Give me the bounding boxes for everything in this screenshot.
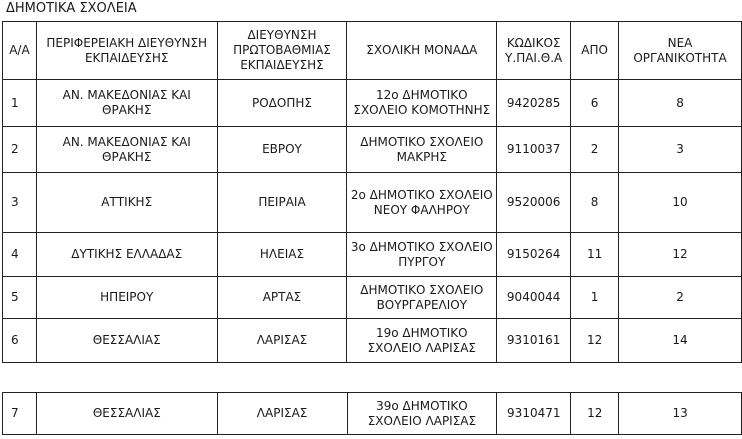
schools-table — [2, 21, 742, 363]
table-row — [3, 319, 742, 363]
table-row — [3, 277, 742, 319]
page-title: ΔΗΜΟΤΙΚΑ ΣΧΟΛΕΙΑ — [6, 1, 137, 16]
cell-periferia: ΑΝ. ΜΑΚΕΔΟΝΙΑΣ ΚΑΙ ΘΡΑΚΗΣ — [36, 80, 217, 127]
cell-aa: 7 — [3, 393, 37, 435]
col-header-periferia: ΠΕΡΙΦΕΡΕΙΑΚΗ ΔΙΕΥΘΥΝΣΗ ΕΚΠΑΙΔΕΥΣΗΣ — [36, 22, 217, 80]
cell-apo: 11 — [571, 233, 619, 277]
col-header-nea: ΝΕΑ ΟΡΓΑΝΙΚΟΤΗΤΑ — [619, 22, 742, 80]
cell-aa: 6 — [3, 319, 37, 363]
cell-apo: 1 — [571, 277, 619, 319]
cell-nea: 10 — [619, 173, 742, 233]
cell-dieuthynsi: ΛΑΡΙΣΑΣ — [217, 319, 347, 363]
table-row — [3, 173, 742, 233]
schools-table-continued — [2, 392, 742, 435]
cell-monada: 39ο ΔΗΜΟΤΙΚΟ ΣΧΟΛΕΙΟ ΛΑΡΙΣΑΣ — [347, 393, 497, 435]
table-row — [3, 393, 742, 435]
cell-kodikos: 9110037 — [497, 127, 571, 173]
col-header-apo: ΑΠΟ — [571, 22, 619, 80]
cell-dieuthynsi: ΠΕΙΡΑΙΑ — [217, 173, 347, 233]
col-header-aa: Α/Α — [3, 22, 37, 80]
cell-apo: 6 — [571, 80, 619, 127]
cell-kodikos: 9310161 — [497, 319, 571, 363]
cell-dieuthynsi: ΑΡΤΑΣ — [217, 277, 347, 319]
cell-nea: 2 — [619, 277, 742, 319]
cell-kodikos: 9420285 — [497, 80, 571, 127]
col-header-kodikos: ΚΩΔΙΚΟΣ Υ.ΠΑΙ.Θ.Α — [497, 22, 571, 80]
cell-nea: 8 — [619, 80, 742, 127]
cell-periferia: ΑΤΤΙΚΗΣ — [36, 173, 217, 233]
cell-nea: 3 — [619, 127, 742, 173]
cell-monada: 2ο ΔΗΜΟΤΙΚΟ ΣΧΟΛΕΙΟ ΝΕΟΥ ΦΑΛΗΡΟΥ — [347, 173, 497, 233]
cell-monada: 12ο ΔΗΜΟΤΙΚΟ ΣΧΟΛΕΙΟ ΚΟΜΟΤΗΝΗΣ — [347, 80, 497, 127]
cell-monada: 3ο ΔΗΜΟΤΙΚΟ ΣΧΟΛΕΙΟ ΠΥΡΓΟΥ — [347, 233, 497, 277]
cell-apo: 12 — [571, 393, 619, 435]
header-row — [3, 22, 742, 80]
cell-monada: 19ο ΔΗΜΟΤΙΚΟ ΣΧΟΛΕΙΟ ΛΑΡΙΣΑΣ — [347, 319, 497, 363]
cell-periferia: ΔΥΤΙΚΗΣ ΕΛΛΑΔΑΣ — [36, 233, 217, 277]
cell-kodikos: 9310471 — [497, 393, 571, 435]
cell-kodikos: 9520006 — [497, 173, 571, 233]
cell-periferia: ΘΕΣΣΑΛΙΑΣ — [36, 393, 217, 435]
cell-aa: 5 — [3, 277, 37, 319]
cell-nea: 13 — [619, 393, 742, 435]
cell-periferia: ΘΕΣΣΑΛΙΑΣ — [36, 319, 217, 363]
cell-kodikos: 9150264 — [497, 233, 571, 277]
cell-nea: 14 — [619, 319, 742, 363]
col-header-monada: ΣΧΟΛΙΚΗ ΜΟΝΑΔΑ — [347, 22, 497, 80]
table-row — [3, 80, 742, 127]
cell-periferia: ΑΝ. ΜΑΚΕΔΟΝΙΑΣ ΚΑΙ ΘΡΑΚΗΣ — [36, 127, 217, 173]
cell-kodikos: 9040044 — [497, 277, 571, 319]
cell-apo: 12 — [571, 319, 619, 363]
cell-dieuthynsi: ΕΒΡΟΥ — [217, 127, 347, 173]
table-row — [3, 127, 742, 173]
cell-apo: 8 — [571, 173, 619, 233]
table-row — [3, 233, 742, 277]
cell-nea: 12 — [619, 233, 742, 277]
cell-dieuthynsi: ΗΛΕΙΑΣ — [217, 233, 347, 277]
cell-aa: 1 — [3, 80, 37, 127]
cell-apo: 2 — [571, 127, 619, 173]
cell-aa: 3 — [3, 173, 37, 233]
cell-aa: 2 — [3, 127, 37, 173]
cell-dieuthynsi: ΛΑΡΙΣΑΣ — [217, 393, 347, 435]
cell-dieuthynsi: ΡΟΔΟΠΗΣ — [217, 80, 347, 127]
cell-aa: 4 — [3, 233, 37, 277]
cell-monada: ΔΗΜΟΤΙΚΟ ΣΧΟΛΕΙΟ ΒΟΥΡΓΑΡΕΛΙΟΥ — [347, 277, 497, 319]
cell-periferia: ΗΠΕΙΡΟΥ — [36, 277, 217, 319]
col-header-dieuthynsi: ΔΙΕΥΘΥΝΣΗ ΠΡΩΤΟΒΑΘΜΙΑΣ ΕΚΠΑΙΔΕΥΣΗΣ — [217, 22, 347, 80]
cell-monada: ΔΗΜΟΤΙΚΟ ΣΧΟΛΕΙΟ ΜΑΚΡΗΣ — [347, 127, 497, 173]
